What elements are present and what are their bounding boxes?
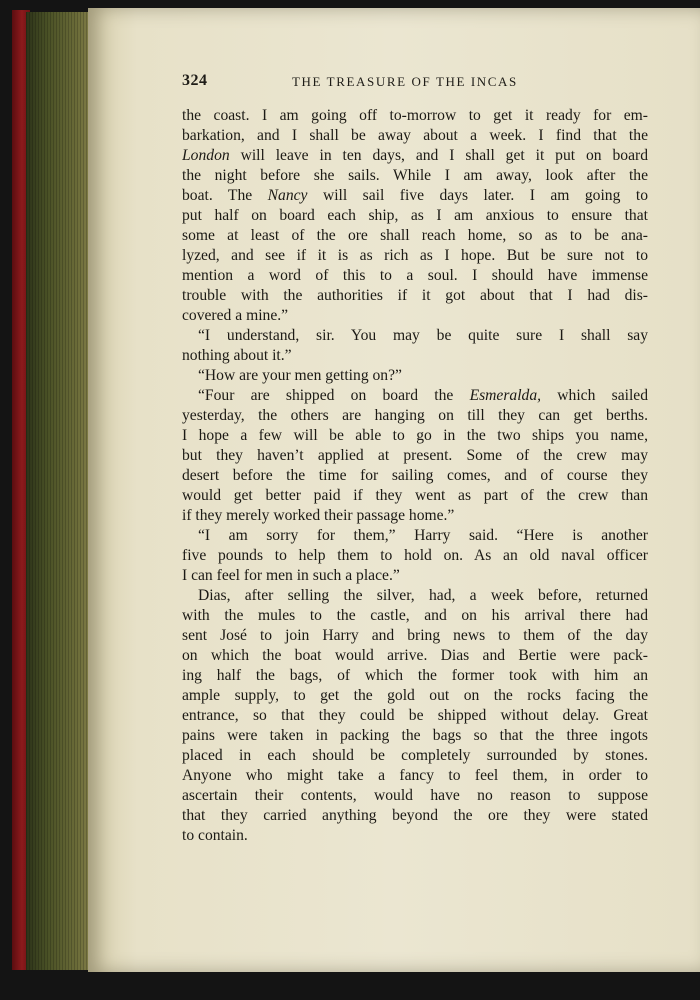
text-line <box>182 506 648 526</box>
text-line <box>182 826 648 846</box>
text-line <box>182 526 648 546</box>
paragraph <box>182 526 648 586</box>
text-line <box>182 386 648 406</box>
text-line <box>182 326 648 346</box>
text-line <box>182 586 648 606</box>
text-line <box>182 646 648 666</box>
text-line <box>182 666 648 686</box>
text-run: ing half the bags, of which the former took with him an <box>182 667 648 684</box>
italic-text: London <box>182 147 230 164</box>
page-header <box>182 72 648 94</box>
text-line <box>182 446 648 466</box>
text-run: nothing about it.” <box>182 347 292 364</box>
paragraph <box>182 106 648 326</box>
text-run: will sail five days later. I am going to <box>307 187 648 204</box>
text-run: I hope a few will be able to go in the two ships you name, <box>182 427 648 444</box>
text-run: trouble with the authorities if it got about that I had dis- <box>182 287 648 304</box>
text-run: but they haven’t applied at present. Some of the crew may <box>182 447 648 464</box>
text-run: five pounds to help them to hold on. As an old naval officer <box>182 547 648 564</box>
text-line <box>182 426 648 446</box>
text-line <box>182 346 648 366</box>
text-line <box>182 106 648 126</box>
text-line <box>182 306 648 326</box>
text-run: put half on board each ship, as I am anxious to ensure that <box>182 207 648 224</box>
italic-text: Esmeralda, <box>469 387 542 404</box>
text-run: will leave in ten days, and I shall get it put on board <box>229 147 648 164</box>
text-run: some at least of the ore shall reach home, so as to be ana- <box>182 227 648 244</box>
text-run: barkation, and I shall be away about a week. I find that the <box>182 127 648 144</box>
text-run: the night before she sails. While I am away, look after the <box>182 167 648 184</box>
text-line <box>182 766 648 786</box>
text-run: “How are your men getting on?” <box>198 367 402 384</box>
text-line <box>182 406 648 426</box>
paragraph <box>182 326 648 366</box>
text-run: entrance, so that they could be shipped without delay. Great <box>182 707 648 724</box>
text-line <box>182 726 648 746</box>
text-run: pains were taken in packing the bags so that the three ingots <box>182 727 648 744</box>
text-line <box>182 226 648 246</box>
text-line <box>182 626 648 646</box>
text-run: I can feel for men in such a place.” <box>182 567 400 584</box>
text-run: boat. The <box>182 187 268 204</box>
text-line <box>182 126 648 146</box>
text-run: with the mules to the castle, and on his arrival there had <box>182 607 648 624</box>
paragraph <box>182 386 648 526</box>
page-number: 324 <box>182 72 208 89</box>
text-line <box>182 266 648 286</box>
text-run: placed in each should be completely surrounded by stones. <box>182 747 648 764</box>
text-run: “I understand, sir. You may be quite sure I shall say <box>198 327 648 344</box>
text-run: yesterday, the others are hanging on till they can get berths. <box>182 407 648 424</box>
text-run: if they merely worked their passage home.” <box>182 507 455 524</box>
text-run: Dias, after selling the silver, had, a week before, returned <box>198 587 648 604</box>
text-run: “I am sorry for them,” Harry said. “Here is another <box>198 527 648 544</box>
text-line <box>182 466 648 486</box>
text-line <box>182 206 648 226</box>
text-line <box>182 246 648 266</box>
text-run: ample supply, to get the gold out on the rocks facing the <box>182 687 648 704</box>
text-line <box>182 566 648 586</box>
text-line <box>182 746 648 766</box>
paragraph <box>182 366 648 386</box>
text-run: which sailed <box>541 387 648 404</box>
text-run: mention a word of this to a soul. I should have immense <box>182 267 648 284</box>
text-line <box>182 286 648 306</box>
text-line <box>182 546 648 566</box>
body-text <box>182 106 648 846</box>
text-line <box>182 486 648 506</box>
text-line <box>182 366 648 386</box>
text-run: the coast. I am going off to-morrow to get it ready for em- <box>182 107 648 124</box>
text-line <box>182 166 648 186</box>
text-run: would get better paid if they went as part of the crew than <box>182 487 648 504</box>
text-run: covered a mine.” <box>182 307 289 324</box>
text-line <box>182 706 648 726</box>
text-run: “Four are shipped on board the <box>198 387 470 404</box>
text-line <box>182 146 648 166</box>
text-line <box>182 186 648 206</box>
text-run: to contain. <box>182 827 248 844</box>
text-run: lyzed, and see if it is as rich as I hope. But be sure not to <box>182 247 648 264</box>
italic-text: Nancy <box>267 187 308 204</box>
text-line <box>182 686 648 706</box>
text-run: desert before the time for sailing comes, and of course they <box>182 467 648 484</box>
text-line <box>182 806 648 826</box>
text-run: on which the boat would arrive. Dias and Bertie were pack- <box>182 647 648 664</box>
text-line <box>182 606 648 626</box>
text-run: Anyone who might take a fancy to feel them, in order to <box>182 767 648 784</box>
text-line <box>182 786 648 806</box>
text-run: that they carried anything beyond the ore they were stated <box>182 807 648 824</box>
running-title: THE TREASURE OF THE INCAS <box>292 74 518 89</box>
text-run: sent José to join Harry and bring news to them of the day <box>182 627 648 644</box>
text-run: ascertain their contents, would have no reason to suppose <box>182 787 648 804</box>
paragraph <box>182 586 648 846</box>
